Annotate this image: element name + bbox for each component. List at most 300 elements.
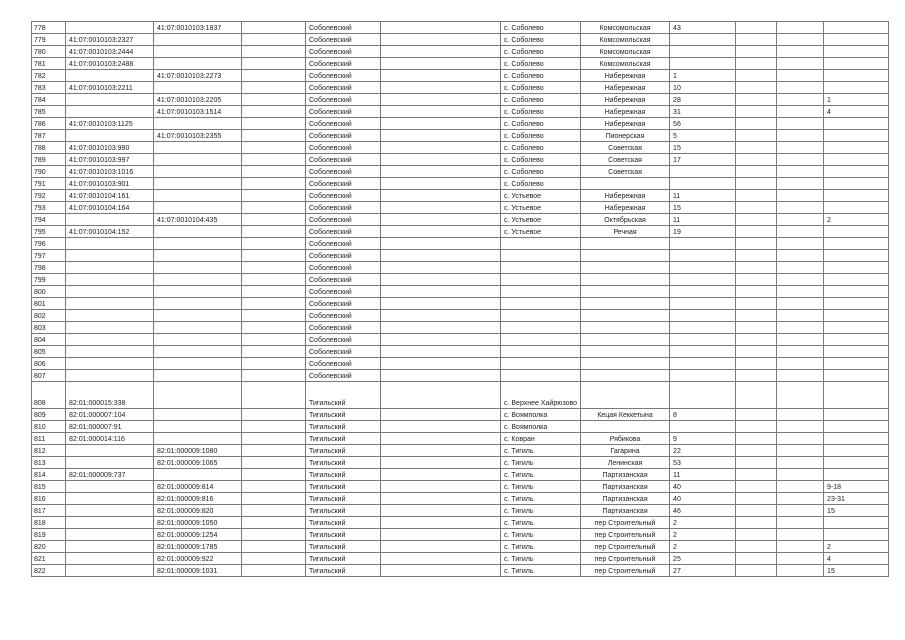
cell-row-number: 810 xyxy=(32,421,66,433)
cell-blank-col-2 xyxy=(381,82,501,94)
table-row xyxy=(32,22,889,34)
cell-cadastral-number-2: 82:01:000009:1254 xyxy=(154,529,242,541)
cell-house xyxy=(670,382,736,409)
cell-district: Соболевский xyxy=(306,286,381,298)
cell-apartment xyxy=(824,433,889,445)
cell-blank-col-4 xyxy=(777,70,824,82)
cell-blank-col-2 xyxy=(381,481,501,493)
cell-apartment xyxy=(824,118,889,130)
cell-blank-col-3 xyxy=(736,106,777,118)
cell-district: Тигильский xyxy=(306,469,381,481)
table-row xyxy=(32,298,889,310)
cell-row-number: 778 xyxy=(32,22,66,34)
cell-settlement xyxy=(501,286,581,298)
cell-cadastral-number-2 xyxy=(154,166,242,178)
cell-street: Советская xyxy=(581,166,670,178)
cell-street: Октябрьская xyxy=(581,214,670,226)
cell-settlement: с. Соболево xyxy=(501,22,581,34)
cell-blank-col-4 xyxy=(777,469,824,481)
cell-blank-col-2 xyxy=(381,370,501,382)
cell-blank-col-2 xyxy=(381,445,501,457)
cell-blank-col-4 xyxy=(777,178,824,190)
cell-cadastral-number-2 xyxy=(154,421,242,433)
cell-settlement: с. Устьевое xyxy=(501,214,581,226)
cell-row-number: 807 xyxy=(32,370,66,382)
cell-blank-col-2 xyxy=(381,529,501,541)
cell-blank-col xyxy=(242,226,306,238)
cell-district: Соболевский xyxy=(306,226,381,238)
cell-blank-col xyxy=(242,529,306,541)
cell-street xyxy=(581,262,670,274)
cell-blank-col-4 xyxy=(777,505,824,517)
cell-district: Соболевский xyxy=(306,94,381,106)
cell-apartment: 15 xyxy=(824,505,889,517)
table-row xyxy=(32,118,889,130)
table-row xyxy=(32,226,889,238)
cell-cadastral-number-2 xyxy=(154,409,242,421)
cell-blank-col xyxy=(242,481,306,493)
cell-apartment xyxy=(824,82,889,94)
table-row xyxy=(32,469,889,481)
cell-apartment: 23-31 xyxy=(824,493,889,505)
cell-district: Соболевский xyxy=(306,322,381,334)
table-row xyxy=(32,409,889,421)
cell-blank-col xyxy=(242,346,306,358)
cell-house: 2 xyxy=(670,529,736,541)
cell-district: Тигильский xyxy=(306,541,381,553)
cell-cadastral-number: 41:07:0010103:2444 xyxy=(66,46,154,58)
cell-blank-col-4 xyxy=(777,34,824,46)
cell-settlement: с. Тигиль xyxy=(501,445,581,457)
cell-row-number: 813 xyxy=(32,457,66,469)
cell-blank-col-3 xyxy=(736,82,777,94)
cell-blank-col xyxy=(242,130,306,142)
cell-apartment xyxy=(824,298,889,310)
cell-street: Речная xyxy=(581,226,670,238)
cell-apartment xyxy=(824,409,889,421)
cell-district: Соболевский xyxy=(306,262,381,274)
cell-settlement: с. Тигиль xyxy=(501,541,581,553)
cell-apartment xyxy=(824,274,889,286)
cell-settlement: с. Соболево xyxy=(501,46,581,58)
cell-blank-col-3 xyxy=(736,433,777,445)
cell-street: Набережная xyxy=(581,70,670,82)
cell-house: 2 xyxy=(670,541,736,553)
cell-house: 27 xyxy=(670,565,736,577)
cell-cadastral-number xyxy=(66,22,154,34)
cell-blank-col-3 xyxy=(736,22,777,34)
cell-settlement xyxy=(501,250,581,262)
cell-house xyxy=(670,58,736,70)
cell-blank-col-4 xyxy=(777,166,824,178)
cell-settlement: с. Устьевое xyxy=(501,190,581,202)
cell-street: Рябикова xyxy=(581,433,670,445)
cell-cadastral-number: 41:07:0010103:2211 xyxy=(66,82,154,94)
cell-house: 40 xyxy=(670,493,736,505)
cell-row-number: 790 xyxy=(32,166,66,178)
cell-house: 2 xyxy=(670,517,736,529)
cell-apartment: 15 xyxy=(824,565,889,577)
cell-blank-col-3 xyxy=(736,346,777,358)
cell-district: Соболевский xyxy=(306,58,381,70)
cell-row-number: 783 xyxy=(32,82,66,94)
cell-cadastral-number: 82:01:000007:91 xyxy=(66,421,154,433)
cell-blank-col-2 xyxy=(381,493,501,505)
cell-apartment xyxy=(824,445,889,457)
cell-cadastral-number-2: 82:01:000009:1050 xyxy=(154,517,242,529)
cell-blank-col xyxy=(242,214,306,226)
cell-house xyxy=(670,178,736,190)
cell-blank-col-4 xyxy=(777,541,824,553)
cell-blank-col-3 xyxy=(736,370,777,382)
cell-settlement xyxy=(501,274,581,286)
cell-settlement: с. Верхнее Хайрюзово xyxy=(501,382,581,409)
cell-blank-col xyxy=(242,469,306,481)
cell-apartment xyxy=(824,130,889,142)
cell-cadastral-number xyxy=(66,565,154,577)
cell-settlement: с. Воямполка xyxy=(501,421,581,433)
cell-blank-col-3 xyxy=(736,493,777,505)
cell-blank-col-4 xyxy=(777,94,824,106)
cell-house xyxy=(670,298,736,310)
cell-apartment xyxy=(824,142,889,154)
cell-cadastral-number-2 xyxy=(154,226,242,238)
table-row xyxy=(32,274,889,286)
cell-street: Комсомольская xyxy=(581,34,670,46)
cell-house: 19 xyxy=(670,226,736,238)
cell-blank-col-4 xyxy=(777,250,824,262)
cell-blank-col-4 xyxy=(777,202,824,214)
cell-street: Партизанская xyxy=(581,469,670,481)
cell-blank-col-4 xyxy=(777,358,824,370)
cell-cadastral-number-2: 82:01:000009:814 xyxy=(154,481,242,493)
cell-district: Соболевский xyxy=(306,250,381,262)
cell-settlement xyxy=(501,334,581,346)
cell-blank-col-3 xyxy=(736,529,777,541)
cell-blank-col-2 xyxy=(381,553,501,565)
cell-house: 9 xyxy=(670,433,736,445)
cell-cadastral-number-2 xyxy=(154,238,242,250)
cell-district: Тигильский xyxy=(306,433,381,445)
cell-apartment xyxy=(824,46,889,58)
cell-blank-col-2 xyxy=(381,58,501,70)
cell-district: Тигильский xyxy=(306,481,381,493)
cell-blank-col-4 xyxy=(777,274,824,286)
cell-row-number: 796 xyxy=(32,238,66,250)
cell-blank-col-2 xyxy=(381,457,501,469)
registry-table xyxy=(31,21,889,577)
cell-apartment xyxy=(824,34,889,46)
cell-row-number: 811 xyxy=(32,433,66,445)
cell-house xyxy=(670,421,736,433)
cell-blank-col xyxy=(242,310,306,322)
cell-district: Тигильский xyxy=(306,409,381,421)
cell-apartment xyxy=(824,382,889,409)
table-row xyxy=(32,154,889,166)
cell-blank-col xyxy=(242,493,306,505)
cell-blank-col-3 xyxy=(736,445,777,457)
table-row xyxy=(32,46,889,58)
cell-district: Тигильский xyxy=(306,382,381,409)
cell-district: Соболевский xyxy=(306,142,381,154)
cell-blank-col-2 xyxy=(381,202,501,214)
cell-street xyxy=(581,298,670,310)
cell-cadastral-number-2 xyxy=(154,298,242,310)
cell-blank-col-4 xyxy=(777,322,824,334)
cell-blank-col-3 xyxy=(736,154,777,166)
cell-street: Набережная xyxy=(581,82,670,94)
cell-blank-col-4 xyxy=(777,106,824,118)
cell-cadastral-number: 41:07:0010104:164 xyxy=(66,202,154,214)
table-row xyxy=(32,70,889,82)
cell-cadastral-number xyxy=(66,94,154,106)
cell-settlement: с. Соболево xyxy=(501,94,581,106)
cell-cadastral-number-2 xyxy=(154,382,242,409)
cell-apartment xyxy=(824,322,889,334)
cell-blank-col-3 xyxy=(736,457,777,469)
cell-house: 22 xyxy=(670,445,736,457)
table-row xyxy=(32,310,889,322)
cell-blank-col-3 xyxy=(736,541,777,553)
cell-row-number: 792 xyxy=(32,190,66,202)
cell-blank-col-2 xyxy=(381,322,501,334)
cell-settlement: с. Тигиль xyxy=(501,481,581,493)
cell-apartment xyxy=(824,517,889,529)
cell-cadastral-number xyxy=(66,370,154,382)
cell-house xyxy=(670,274,736,286)
cell-cadastral-number-2 xyxy=(154,202,242,214)
cell-district: Тигильский xyxy=(306,517,381,529)
cell-cadastral-number xyxy=(66,445,154,457)
cell-row-number: 806 xyxy=(32,358,66,370)
cell-district: Соболевский xyxy=(306,106,381,118)
table-row xyxy=(32,382,889,409)
table-row xyxy=(32,142,889,154)
cell-settlement: с. Соболево xyxy=(501,82,581,94)
cell-house xyxy=(670,322,736,334)
cell-row-number: 817 xyxy=(32,505,66,517)
cell-blank-col-4 xyxy=(777,298,824,310)
cell-blank-col xyxy=(242,118,306,130)
cell-cadastral-number-2 xyxy=(154,262,242,274)
cell-row-number: 786 xyxy=(32,118,66,130)
cell-cadastral-number xyxy=(66,358,154,370)
cell-cadastral-number xyxy=(66,310,154,322)
cell-row-number: 805 xyxy=(32,346,66,358)
cell-house: 28 xyxy=(670,94,736,106)
cell-cadastral-number xyxy=(66,106,154,118)
cell-cadastral-number xyxy=(66,493,154,505)
cell-district: Тигильский xyxy=(306,505,381,517)
cell-row-number: 789 xyxy=(32,154,66,166)
cell-blank-col-2 xyxy=(381,433,501,445)
cell-settlement: с. Соболево xyxy=(501,154,581,166)
cell-house: 53 xyxy=(670,457,736,469)
table-row xyxy=(32,202,889,214)
cell-blank-col-2 xyxy=(381,166,501,178)
cell-apartment xyxy=(824,334,889,346)
cell-blank-col xyxy=(242,505,306,517)
cell-district: Соболевский xyxy=(306,346,381,358)
cell-district: Соболевский xyxy=(306,202,381,214)
cell-row-number: 816 xyxy=(32,493,66,505)
cell-apartment xyxy=(824,58,889,70)
cell-district: Соболевский xyxy=(306,118,381,130)
cell-blank-col-4 xyxy=(777,238,824,250)
cell-cadastral-number: 41:07:0010103:1016 xyxy=(66,166,154,178)
cell-blank-col-4 xyxy=(777,142,824,154)
cell-blank-col-4 xyxy=(777,370,824,382)
cell-house xyxy=(670,334,736,346)
cell-apartment xyxy=(824,22,889,34)
cell-blank-col-3 xyxy=(736,226,777,238)
table-row xyxy=(32,322,889,334)
cell-cadastral-number xyxy=(66,214,154,226)
cell-blank-col-3 xyxy=(736,202,777,214)
cell-district: Тигильский xyxy=(306,493,381,505)
table-row xyxy=(32,493,889,505)
cell-blank-col xyxy=(242,178,306,190)
cell-apartment xyxy=(824,310,889,322)
cell-apartment xyxy=(824,202,889,214)
cell-district: Соболевский xyxy=(306,310,381,322)
cell-row-number: 821 xyxy=(32,553,66,565)
cell-blank-col-4 xyxy=(777,529,824,541)
cell-street xyxy=(581,382,670,409)
cell-street: Советская xyxy=(581,142,670,154)
cell-cadastral-number-2 xyxy=(154,274,242,286)
cell-blank-col-2 xyxy=(381,226,501,238)
cell-district: Соболевский xyxy=(306,214,381,226)
cell-blank-col-3 xyxy=(736,118,777,130)
cell-row-number: 797 xyxy=(32,250,66,262)
cell-cadastral-number xyxy=(66,346,154,358)
table-row xyxy=(32,262,889,274)
table-row xyxy=(32,517,889,529)
cell-blank-col xyxy=(242,70,306,82)
cell-cadastral-number-2: 82:01:000009:820 xyxy=(154,505,242,517)
cell-blank-col-4 xyxy=(777,445,824,457)
cell-blank-col xyxy=(242,34,306,46)
cell-settlement: с. Тигиль xyxy=(501,517,581,529)
cell-blank-col-3 xyxy=(736,409,777,421)
cell-blank-col xyxy=(242,46,306,58)
cell-district: Тигильский xyxy=(306,565,381,577)
cell-row-number: 785 xyxy=(32,106,66,118)
cell-blank-col-2 xyxy=(381,250,501,262)
cell-blank-col-3 xyxy=(736,58,777,70)
cell-district: Соболевский xyxy=(306,22,381,34)
cell-blank-col xyxy=(242,58,306,70)
cell-blank-col-4 xyxy=(777,130,824,142)
cell-district: Соболевский xyxy=(306,82,381,94)
cell-street: Партизанская xyxy=(581,481,670,493)
cell-cadastral-number-2 xyxy=(154,322,242,334)
cell-apartment xyxy=(824,370,889,382)
cell-row-number: 791 xyxy=(32,178,66,190)
cell-blank-col-4 xyxy=(777,154,824,166)
cell-settlement xyxy=(501,262,581,274)
table-row xyxy=(32,346,889,358)
cell-house: 31 xyxy=(670,106,736,118)
cell-cadastral-number: 41:07:0010103:997 xyxy=(66,154,154,166)
cell-blank-col-3 xyxy=(736,334,777,346)
cell-district: Тигильский xyxy=(306,529,381,541)
cell-district: Тигильский xyxy=(306,445,381,457)
cell-apartment: 1 xyxy=(824,94,889,106)
cell-blank-col xyxy=(242,154,306,166)
cell-cadastral-number xyxy=(66,274,154,286)
cell-blank-col-3 xyxy=(736,481,777,493)
cell-street: Партизанская xyxy=(581,505,670,517)
cell-apartment xyxy=(824,346,889,358)
cell-house xyxy=(670,34,736,46)
cell-district: Соболевский xyxy=(306,154,381,166)
cell-street: пер Строительный xyxy=(581,517,670,529)
cell-cadastral-number xyxy=(66,298,154,310)
cell-cadastral-number xyxy=(66,553,154,565)
cell-settlement: с. Тигиль xyxy=(501,469,581,481)
table-row xyxy=(32,34,889,46)
cell-house xyxy=(670,286,736,298)
cell-street: Набережная xyxy=(581,118,670,130)
cell-blank-col-3 xyxy=(736,310,777,322)
cell-district: Соболевский xyxy=(306,46,381,58)
cell-blank-col-2 xyxy=(381,238,501,250)
cell-cadastral-number-2 xyxy=(154,118,242,130)
cell-row-number: 804 xyxy=(32,334,66,346)
cell-row-number: 795 xyxy=(32,226,66,238)
table-row xyxy=(32,529,889,541)
cell-street: Ленинская xyxy=(581,457,670,469)
cell-blank-col xyxy=(242,166,306,178)
cell-cadastral-number xyxy=(66,238,154,250)
cell-cadastral-number: 41:07:0010103:2327 xyxy=(66,34,154,46)
cell-blank-col-3 xyxy=(736,70,777,82)
cell-blank-col-2 xyxy=(381,505,501,517)
cell-district: Соболевский xyxy=(306,274,381,286)
cell-house: 10 xyxy=(670,82,736,94)
cell-blank-col-4 xyxy=(777,310,824,322)
cell-blank-col-2 xyxy=(381,46,501,58)
cell-house: 5 xyxy=(670,130,736,142)
cell-blank-col-3 xyxy=(736,142,777,154)
cell-apartment xyxy=(824,190,889,202)
cell-apartment xyxy=(824,358,889,370)
cell-row-number: 822 xyxy=(32,565,66,577)
table-row xyxy=(32,250,889,262)
cell-blank-col-3 xyxy=(736,421,777,433)
cell-blank-col-4 xyxy=(777,565,824,577)
cell-cadastral-number-2 xyxy=(154,286,242,298)
cell-apartment xyxy=(824,286,889,298)
cell-cadastral-number: 82:01:000007:104 xyxy=(66,409,154,421)
cell-cadastral-number-2 xyxy=(154,346,242,358)
cell-cadastral-number: 82:01:000015:338 xyxy=(66,382,154,409)
cell-cadastral-number xyxy=(66,529,154,541)
cell-street xyxy=(581,286,670,298)
cell-blank-col-3 xyxy=(736,214,777,226)
cell-blank-col xyxy=(242,94,306,106)
cell-cadastral-number-2 xyxy=(154,370,242,382)
cell-cadastral-number-2 xyxy=(154,82,242,94)
cell-settlement xyxy=(501,346,581,358)
cell-cadastral-number-2: 41:07:0010104:435 xyxy=(154,214,242,226)
cell-row-number: 809 xyxy=(32,409,66,421)
cell-blank-col-4 xyxy=(777,46,824,58)
cell-row-number: 808 xyxy=(32,382,66,409)
cell-row-number: 803 xyxy=(32,322,66,334)
